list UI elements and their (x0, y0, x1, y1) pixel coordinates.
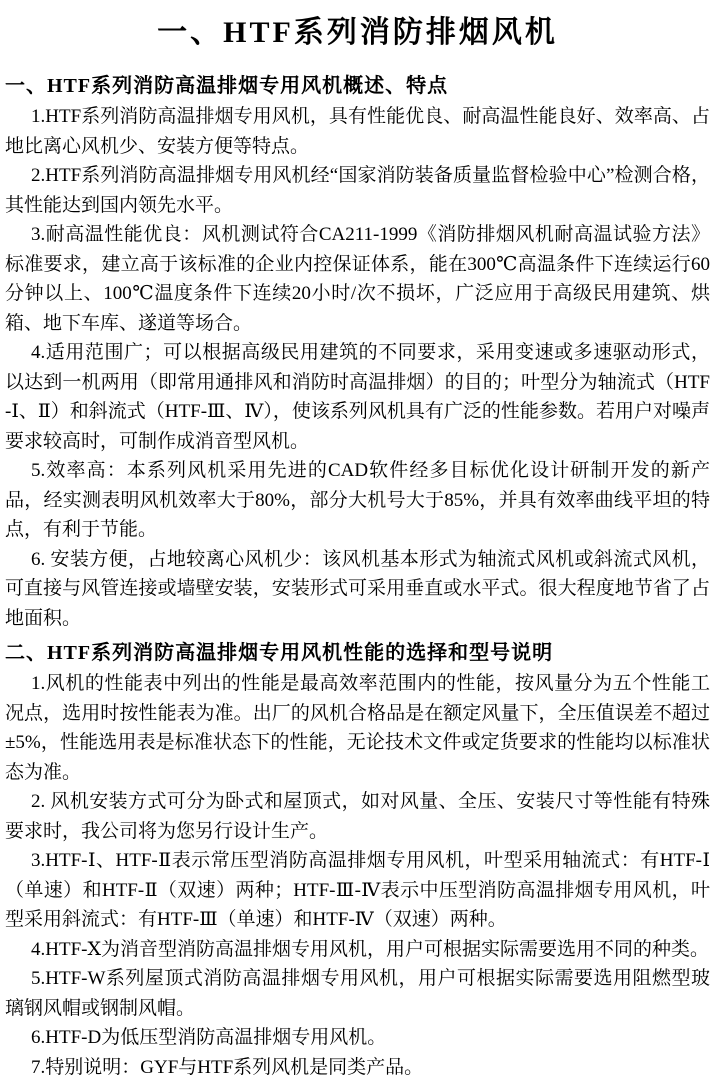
page-title: 一、HTF系列消防排烟风机 (5, 12, 710, 54)
section-selection-model (5, 637, 710, 1082)
paragraph: 6. 安装方便，占地较离心风机少：该风机基本形式为轴流式风机或斜流式风机，可直接与风管连接或墙壁安装，安装形式可采用垂直或水平式。很大程度地节省了占地面积。 (5, 545, 710, 634)
paragraph: 3.HTF-Ⅰ、HTF-Ⅱ表示常压型消防高温排烟专用风机，叶型采用轴流式：有HTF-Ⅰ（单速）和HTF-Ⅱ（双速）两种；HTF-Ⅲ-Ⅳ表示中压型消防高温排烟专用风机，叶型采用斜流式：有HTF-Ⅲ（单速）和HTF-Ⅳ（双速）两种。 (5, 846, 710, 935)
paragraph: 2. 风机安装方式可分为卧式和屋顶式，如对风量、全压、安装尺寸等性能有特殊要求时，我公司将为您另行设计生产。 (5, 787, 710, 846)
paragraph: 6.HTF-D为低压型消防高温排烟专用风机。 (5, 1023, 710, 1053)
section-heading-selection: 二、HTF系列消防高温排烟专用风机性能的选择和型号说明 (5, 637, 710, 669)
paragraph: 5.HTF-W系列屋顶式消防高温排烟专用风机，用户可根据实际需要选用阻燃型玻璃钢风帽或钢制风帽。 (5, 964, 710, 1023)
paragraph: 3.耐高温性能优良：风机测试符合CA211-1999《消防排烟风机耐高温试验方法》标准要求，建立高于该标准的企业内控保证体系，能在300℃高温条件下连续运行60分钟以上、100℃温度条件下连续20小时/次不损坏，广泛应用于高级民用建筑、烘箱、地下车库、遂道等场合。 (5, 220, 710, 338)
section-heading-overview: 一、HTF系列消防高温排烟专用风机概述、特点 (5, 70, 710, 102)
paragraph: 1.风机的性能表中列出的性能是最高效率范围内的性能，按风量分为五个性能工况点，选用时按性能表为准。出厂的风机合格品是在额定风量下，全压值误差不超过±5%，性能选用表是标准状态下的性能，无论技术文件或定货要求的性能均以标准状态为准。 (5, 669, 710, 787)
paragraph: 1.HTF系列消防高温排烟专用风机，具有性能优良、耐高温性能良好、效率高、占地比离心风机少、安装方便等特点。 (5, 102, 710, 161)
paragraph: 4.适用范围广；可以根据高级民用建筑的不同要求，采用变速或多速驱动形式，以达到一机两用（即常用通排风和消防时高温排烟）的目的；叶型分为轴流式（HTF-Ⅰ、Ⅱ）和斜流式（HTF-Ⅲ、Ⅳ），使该系列风机具有广泛的性能参数。若用户对噪声要求较高时，可制作成消音型风机。 (5, 338, 710, 456)
paragraph: 7.特别说明：GYF与HTF系列风机是同类产品。 (5, 1053, 710, 1082)
paragraph: 2.HTF系列消防高温排烟专用风机经“国家消防装备质量监督检验中心”检测合格，其性能达到国内领先水平。 (5, 161, 710, 220)
section-overview-features (5, 70, 710, 633)
paragraph: 4.HTF-Ⅹ为消音型消防高温排烟专用风机，用户可根据实际需要选用不同的种类。 (5, 935, 710, 965)
paragraph: 5.效率高：本系列风机采用先进的CAD软件经多目标优化设计研制开发的新产品，经实测表明风机效率大于80%，部分大机号大于85%，并具有效率曲线平坦的特点，有利于节能。 (5, 456, 710, 545)
